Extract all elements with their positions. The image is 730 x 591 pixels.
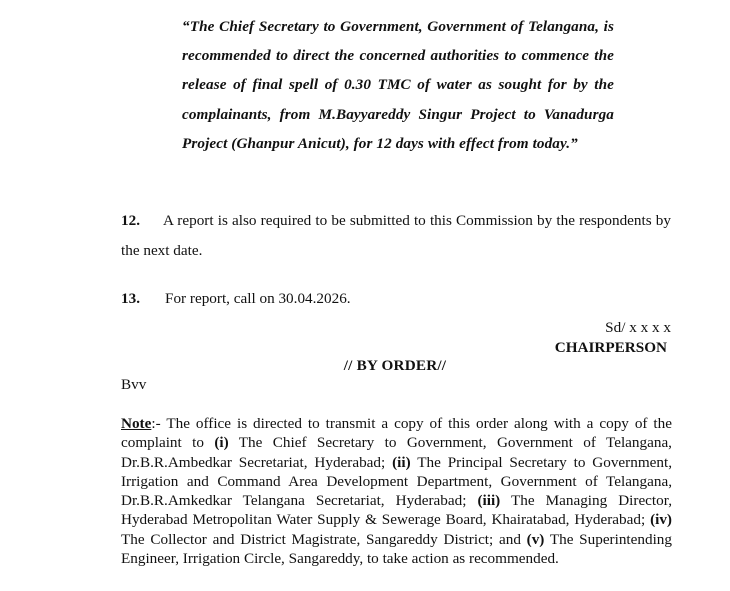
item-marker: (i) [214, 434, 229, 452]
item-marker: (v) [526, 530, 545, 548]
recipient-text: The Collector and District Magistrate, Sangareddy District; and [121, 530, 527, 548]
recipient-text: The Principal Secretary to Government, Irrigation and Command Area Development Department, Government of Telangana, Dr.B.R.Amkedkar Telangana Secretariat, Hyderabad; [121, 453, 672, 510]
recipient-text: The Managing Director, Hyderabad Metropolitan Water Supply & Sewerage Board, Khairatabad, Hyderabad; [121, 492, 672, 529]
item-marker: (iii) [477, 492, 501, 510]
note-intro: :- The office is directed to transmit a copy of this order along with a copy of the complaint to [121, 415, 672, 452]
paragraph-text: For report, call on 30.04.2026. [165, 290, 351, 307]
paragraph-13 [121, 284, 671, 314]
item-marker: (ii) [392, 453, 411, 471]
signature-line: Sd/ x x x x [605, 319, 671, 336]
by-order-line: // BY ORDER// [343, 357, 447, 374]
paragraph-number: 12. [121, 212, 140, 229]
paragraph-number: 13. [121, 290, 140, 307]
recipient-text: The Chief Secretary to Government, Government of Telangana, Dr.B.R.Ambedkar Secretariat, Hyderabad; [121, 434, 672, 471]
paragraph-12 [121, 206, 671, 266]
recommendation-quote: “The Chief Secretary to Government, Government of Telangana, is recommended to direct the concerned authorities to commence the release of final spell of 0.30 TMC of water as sought for by the complainants, from M.Bayyareddy Singur Project to Vanadurga Project (Ghanpur Anicut), for 12 days with effect from today.” [182, 18, 614, 152]
item-marker: (iv) [650, 511, 672, 529]
note-label: Note [121, 415, 152, 432]
signatory-role: CHAIRPERSON [554, 339, 667, 356]
paragraph-text: A report is also required to be submitted to this Commission by the respondents by the next date. [121, 212, 671, 259]
initials: Bvv [121, 376, 147, 393]
recipient-text: The Superintending Engineer, Irrigation Circle, Sangareddy, to take action as recommended. [121, 530, 672, 568]
signature-block [555, 318, 671, 358]
note-paragraph [121, 414, 672, 568]
